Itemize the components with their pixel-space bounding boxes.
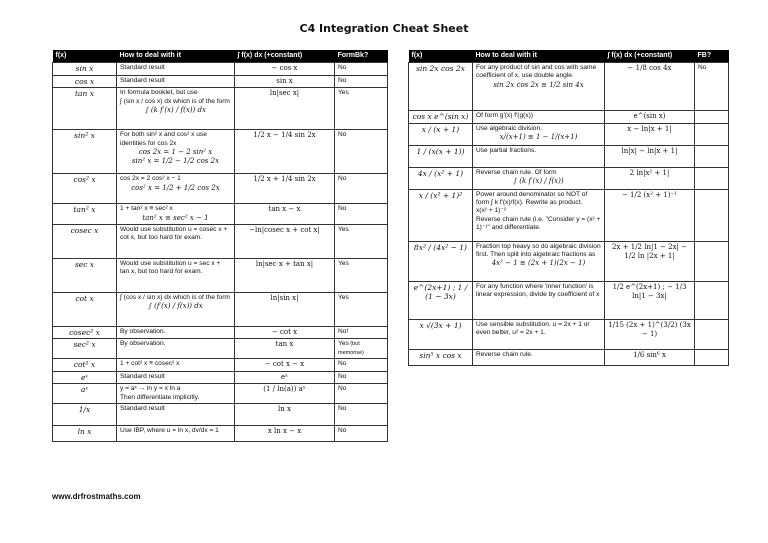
column-header: FormBk?: [335, 50, 388, 63]
table-row: [53, 326, 388, 339]
method-line: ∫ (sin x / cos x) dx which is of the form: [120, 97, 230, 105]
table-row: [53, 75, 388, 88]
formula-book-cell: [695, 281, 729, 319]
method-line: Reverse chain rule. Of form: [476, 168, 557, 176]
method-cell: [473, 281, 605, 319]
function-cell: cos² x: [53, 174, 117, 204]
column-header: f(x): [409, 50, 473, 63]
method-line: Of form g′(x) f′(g(x)): [476, 112, 534, 119]
formula-book-cell: [695, 241, 729, 281]
method-line: x(x² + 1)⁻²: [476, 207, 507, 215]
integral-cell: eˣ: [235, 371, 335, 384]
formula-book-cell: No: [335, 404, 388, 426]
method-cell: [117, 371, 235, 384]
method-cell: [473, 241, 605, 281]
method-cell: [117, 258, 235, 292]
column-header: How to deal with it: [117, 50, 235, 63]
method-cell: [473, 349, 605, 365]
integral-cell: ln|sin x|: [235, 292, 335, 326]
function-cell: tan² x: [53, 204, 117, 224]
method-line: By observation.: [120, 340, 166, 348]
table-row: [53, 204, 388, 224]
method-cell: [117, 326, 235, 339]
method-line: Reverse chain rule.: [476, 350, 533, 358]
method-cell: [473, 111, 605, 124]
integral-cell: tan x − x: [235, 204, 335, 224]
table-row: [53, 130, 388, 174]
method-line: For any product of sin and cos with same coefficient of x, use double angle.: [476, 64, 597, 80]
table-row: [53, 63, 388, 76]
method-cell: [117, 426, 235, 442]
formula-book-cell: [695, 123, 729, 145]
column-header: ∫ f(x) dx (+constant): [605, 50, 695, 63]
method-line: By observation.: [120, 327, 166, 335]
method-line: tan² x ≡ sec² x − 1: [142, 213, 209, 222]
integral-cell: − 1/2 (x² + 1)⁻¹: [605, 189, 695, 241]
table-row: [409, 241, 729, 281]
method-line: For both sin² x and cos² x use identities for cos 2x: [120, 131, 207, 147]
integral-cell: ln x: [235, 404, 335, 426]
integral-cell: ln|sec x|: [235, 88, 335, 130]
method-line: Would use substitution u = cosec x + cot x, but too hard for exam.: [120, 225, 228, 242]
method-cell: [117, 404, 235, 426]
method-line: Standard result: [120, 76, 165, 84]
formula-book-cell: No: [695, 63, 729, 111]
formula-book-cell: [695, 319, 729, 349]
left-table-header: [53, 50, 388, 63]
formula-book-cell: Yes: [335, 224, 388, 258]
formula-book-cell: No: [335, 384, 388, 404]
integral-cell: − cot x − x: [235, 359, 335, 372]
table-row: [53, 371, 388, 384]
formula-book-cell: No!: [335, 326, 388, 339]
formula-book-cell: Yes: [335, 258, 388, 292]
integral-cell: ln|sec x + tan x|: [235, 258, 335, 292]
table-row: [409, 123, 729, 145]
function-cell: ln x: [53, 426, 117, 442]
function-cell: x / (x² + 1)²: [409, 189, 473, 241]
table-row: [409, 167, 729, 189]
function-cell: cos x e^(sin x): [409, 111, 473, 124]
table-row: [409, 63, 729, 111]
column-header: How to deal with it: [473, 50, 605, 63]
column-header: ∫ f(x) dx (+constant): [235, 50, 335, 63]
table-row: [53, 339, 388, 359]
method-line: Power around denominator so NOT of form ∫ k f′(x)/f(x). Rewrite as product.: [476, 190, 588, 207]
method-line: Use algebraic division.: [476, 124, 542, 132]
integral-cell: 1/2 x + 1/4 sin 2x: [235, 174, 335, 204]
function-cell: e^(2x+1) ; 1 / (1 − 3x): [409, 281, 473, 319]
table-row: [53, 404, 388, 426]
method-line: 4x² − 1 ≡ (2x + 1)(2x − 1): [491, 259, 586, 268]
method-line: ∫ (f′(x) / f(x)) dx: [148, 302, 203, 311]
table-row: [53, 224, 388, 258]
method-cell: [473, 63, 605, 111]
function-cell: aˣ: [53, 384, 117, 404]
column-header: FB?: [695, 50, 729, 63]
method-line: Use sensible substitution. u = 2x + 1 or even better, u² = 2x + 1.: [476, 320, 590, 337]
method-cell: [473, 319, 605, 349]
integral-cell: − cos x: [235, 63, 335, 76]
method-line: Standard result: [120, 64, 165, 71]
method-cell: [117, 204, 235, 224]
function-cell: 8x² / (4x² − 1): [409, 241, 473, 281]
integral-cell: −ln|cosec x + cot x|: [235, 224, 335, 258]
right-table-body: [409, 63, 729, 366]
method-cell: [117, 384, 235, 404]
integral-cell: x ln x − x: [235, 426, 335, 442]
function-cell: sin⁵ x cos x: [409, 349, 473, 365]
left-integration-table: [52, 50, 388, 442]
method-cell: [117, 339, 235, 359]
method-line: Standard result: [120, 372, 165, 380]
integral-cell: sin x: [235, 75, 335, 88]
right-table-header: [409, 50, 729, 63]
method-line: x/(x+1) ≡ 1 − 1/(x+1): [499, 133, 578, 142]
function-cell: sec² x: [53, 339, 117, 359]
table-row: [53, 292, 388, 326]
function-cell: x √(3x + 1): [409, 319, 473, 349]
formula-book-cell: No: [335, 204, 388, 224]
formula-book-cell: No: [335, 75, 388, 88]
function-cell: 1 / (x(x + 1)): [409, 145, 473, 167]
table-row: [53, 174, 388, 204]
table-row: [409, 349, 729, 365]
function-cell: tan x: [53, 88, 117, 130]
method-line: y = aˣ → ln y = x ln a: [120, 385, 181, 393]
table-row: [53, 384, 388, 404]
integral-cell: 2x + 1/2 ln|1 − 2x| − 1/2 ln |2x + 1|: [605, 241, 695, 281]
integral-cell: ln|x| − ln|x + 1|: [605, 145, 695, 167]
method-line: ∫ (k f′(x) / f(x)): [513, 177, 564, 186]
function-cell: cosec² x: [53, 326, 117, 339]
function-cell: 1/x: [53, 404, 117, 426]
integral-cell: 2 ln|x² + 1|: [605, 167, 695, 189]
function-cell: sec x: [53, 258, 117, 292]
table-row: [53, 359, 388, 372]
method-line: Standard result: [120, 405, 165, 413]
formula-book-cell: No: [335, 371, 388, 384]
integral-cell: − cot x: [235, 326, 335, 339]
page-title: C4 Integration Cheat Sheet: [299, 22, 469, 35]
integral-cell: 1/15 (2x + 1)^(3/2) (3x − 1): [605, 319, 695, 349]
method-cell: [473, 189, 605, 241]
integral-cell: 1/2 e^(2x+1) ; − 1/3 ln|1 − 3x|: [605, 281, 695, 319]
function-cell: sin x: [53, 63, 117, 76]
method-line: Use partial fractions.: [476, 146, 537, 154]
method-line: cos 2x = 1 − 2 sin² x: [138, 148, 213, 157]
formula-book-cell: No: [335, 426, 388, 442]
integral-cell: x − ln|x + 1|: [605, 123, 695, 145]
integral-cell: (1 / ln(a)) aˣ: [235, 384, 335, 404]
method-line: 1 + cot² x ≡ cosec² x: [120, 360, 180, 368]
table-row: [409, 319, 729, 349]
method-line: cos² x = 1/2 + 1/2 cos 2x: [131, 183, 220, 192]
column-header: f(x): [53, 50, 117, 63]
method-line: cos 2x = 2 cos² x − 1: [120, 175, 181, 183]
method-cell: [473, 123, 605, 145]
table-row: [53, 258, 388, 292]
method-line: sin² x = 1/2 − 1/2 cos 2x: [131, 157, 220, 166]
function-cell: sin² x: [53, 130, 117, 174]
formula-book-cell: [695, 189, 729, 241]
integral-cell: 1/2 x − 1/4 sin 2x: [235, 130, 335, 174]
method-cell: [473, 145, 605, 167]
right-integration-table: [408, 50, 729, 366]
formula-book-cell: Yes: [335, 292, 388, 326]
formula-book-cell: [695, 167, 729, 189]
method-line: Would use substitution u = sec x + tan x, but too hard for exam.: [120, 259, 221, 276]
method-line: In formula booklet, but use: [120, 89, 198, 97]
method-cell: [117, 174, 235, 204]
integral-cell: tan x: [235, 339, 335, 359]
method-line: sin 2x cos 2x ≡ 1/2 sin 4x: [493, 80, 584, 89]
method-cell: [117, 88, 235, 130]
function-cell: eˣ: [53, 371, 117, 384]
footer-website: www.drfrostmaths.com: [52, 492, 141, 501]
function-cell: cot² x: [53, 359, 117, 372]
method-cell: [117, 224, 235, 258]
formula-book-cell: No: [335, 63, 388, 76]
table-row: [409, 145, 729, 167]
method-line: ∫ (cos x / sin x) dx which is of the form: [120, 293, 230, 301]
method-line: ∫ (k f′(x) / f(x)) dx: [145, 106, 206, 115]
function-cell: cot x: [53, 292, 117, 326]
formula-book-cell: Yes: [335, 88, 388, 130]
method-line: Then differentiate implicitly.: [120, 393, 200, 401]
table-row: [409, 111, 729, 124]
method-cell: [117, 130, 235, 174]
function-cell: cosec x: [53, 224, 117, 258]
formula-book-cell: No: [335, 130, 388, 174]
method-line: Fraction top heavy so do algebraic division first. Then split into algebraic fractions as: [476, 242, 601, 259]
formula-book-cell: [695, 349, 729, 365]
method-cell: [117, 75, 235, 88]
table-row: [53, 88, 388, 130]
method-cell: [473, 167, 605, 189]
method-cell: [117, 359, 235, 372]
function-cell: cos x: [53, 75, 117, 88]
table-row: [409, 281, 729, 319]
method-line: 1 + tan² x ≡ sec² x: [120, 205, 173, 213]
table-row: [409, 189, 729, 241]
function-cell: sin 2x cos 2x: [409, 63, 473, 111]
integral-cell: − 1/8 cos 4x: [605, 63, 695, 111]
formula-book-cell: [695, 145, 729, 167]
formula-book-cell: [695, 111, 729, 124]
method-line: For any function where 'inner function' is linear expression, divide by coefficient of x: [476, 282, 600, 299]
method-line: Reverse chain rule (i.e. "Consider y = (x² + 1)⁻¹" and differentiate.: [476, 215, 601, 232]
method-line: Use IBP, where u = ln x, dv/dx = 1: [120, 427, 219, 435]
formula-book-cell: Yes (but memorise): [335, 339, 388, 359]
function-cell: 4x / (x² + 1): [409, 167, 473, 189]
formula-book-cell: No: [335, 174, 388, 204]
method-cell: [117, 63, 235, 76]
function-cell: x / (x + 1): [409, 123, 473, 145]
integral-cell: e^(sin x): [605, 111, 695, 124]
formula-book-cell: No: [335, 359, 388, 372]
left-table-body: [53, 63, 388, 442]
table-row: [53, 426, 388, 442]
method-cell: [117, 292, 235, 326]
integral-cell: 1/6 sin⁶ x: [605, 349, 695, 365]
